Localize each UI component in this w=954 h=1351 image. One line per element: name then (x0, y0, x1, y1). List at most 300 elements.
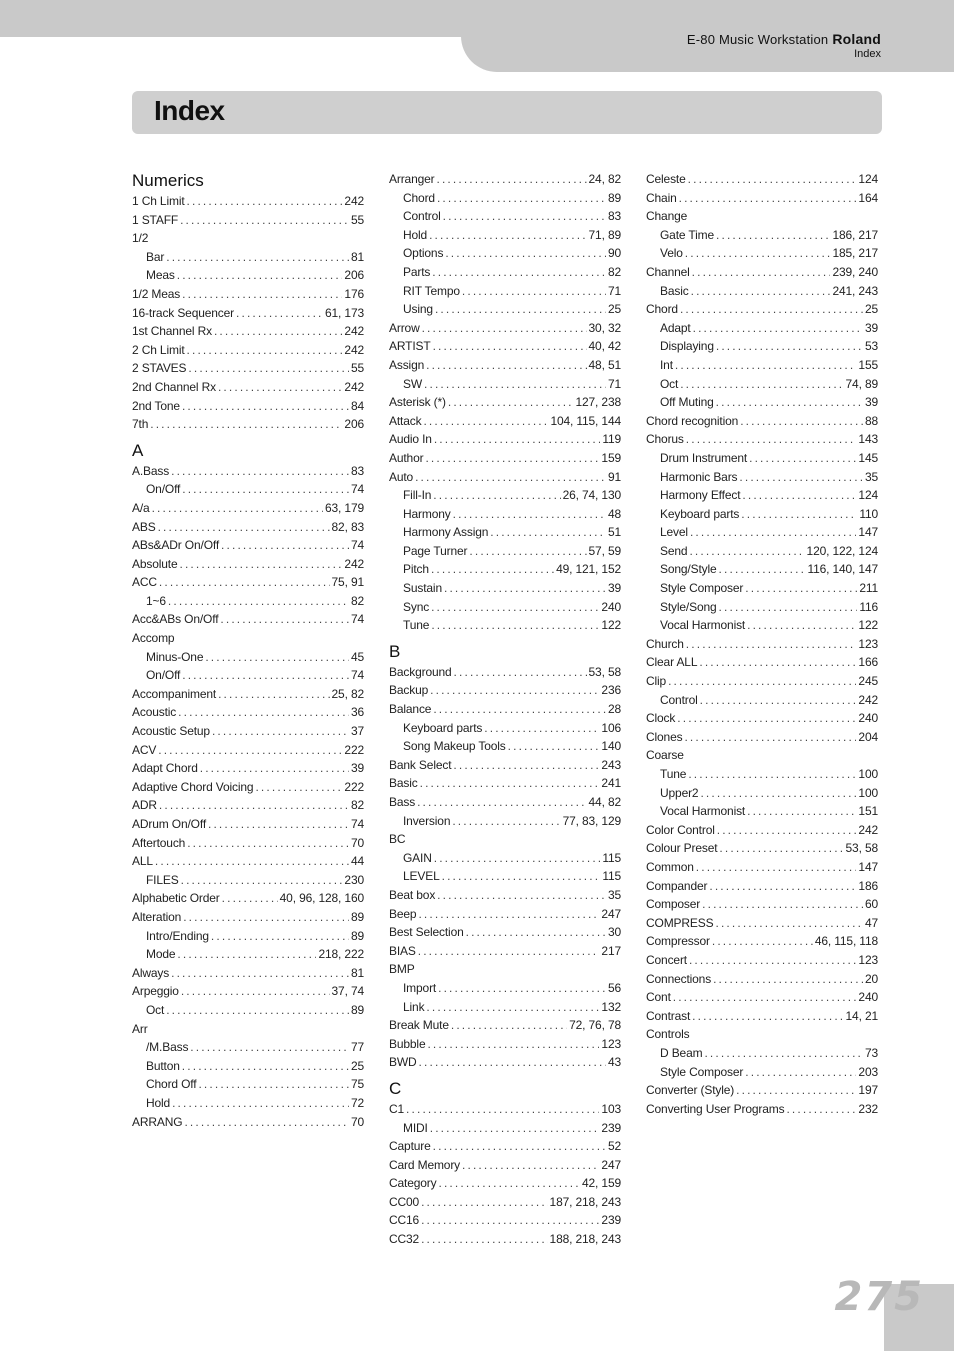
entry-term: Upper2 (660, 785, 699, 800)
entry-term: GAIN (403, 850, 432, 865)
entry-term: Capture (389, 1139, 431, 1154)
dot-leader (421, 1193, 547, 1212)
entry-pages: 186 (858, 878, 878, 893)
entry-pages: 42, 159 (582, 1176, 621, 1191)
entry-pages: 57, 59 (588, 543, 621, 558)
entry-pages: 236 (601, 683, 621, 698)
entry-pages: 222 (344, 779, 364, 794)
entry-pages: 82 (350, 798, 364, 813)
index-entry (132, 982, 364, 1001)
entry-term: MIDI (403, 1120, 428, 1135)
dot-leader (418, 942, 600, 961)
entry-pages: 88 (864, 413, 878, 428)
dot-leader (433, 337, 587, 356)
index-letter-heading: A (132, 440, 144, 460)
entry-term: Basic (389, 776, 418, 791)
dot-leader (716, 226, 830, 245)
index-entry (646, 970, 878, 989)
index-entry (132, 499, 364, 518)
dot-leader (462, 1156, 599, 1175)
dot-leader (433, 700, 606, 719)
entry-term: 1/2 (132, 231, 149, 246)
entry-term: 1 STAFF (132, 212, 179, 227)
entry-term: ADR (132, 798, 157, 813)
entry-term: Tune (660, 767, 687, 781)
entry-pages: 77, 83, 129 (562, 813, 621, 828)
index-entry (132, 462, 364, 481)
dot-leader (435, 300, 606, 319)
dot-leader (159, 573, 330, 592)
dot-leader (451, 1016, 567, 1035)
dot-leader (158, 741, 342, 760)
entry-term: Style Composer (660, 1064, 744, 1079)
entry-term: ABS (132, 519, 156, 534)
entry-pages: 242 (344, 556, 364, 571)
entry-term: Fill-In (403, 488, 432, 503)
dot-leader (786, 1100, 856, 1119)
entry-pages: 124 (858, 488, 878, 503)
index-entry (389, 793, 621, 812)
index-entry (132, 741, 364, 760)
entry-pages: 74 (350, 612, 364, 627)
index-subentry (132, 927, 364, 946)
page-title: Index (154, 95, 225, 126)
entry-term: Alteration (132, 909, 182, 924)
index-column-1 (132, 170, 364, 1131)
entry-pages: 39 (864, 320, 878, 335)
entry-term: Best Selection (389, 925, 464, 940)
entry-pages: 44 (350, 854, 364, 869)
entry-pages: 104, 115, 144 (550, 413, 621, 428)
entry-pages: 186, 217 (832, 227, 878, 242)
entry-term: 2 STAVES (132, 361, 187, 376)
index-subentry (389, 189, 621, 208)
entry-pages: 74, 89 (845, 376, 878, 391)
entry-term: 1/2 Meas (132, 286, 181, 301)
entry-pages: 122 (858, 618, 878, 633)
entry-term: Church (646, 636, 684, 651)
index-entry (132, 285, 364, 304)
entry-pages: 46, 115, 118 (814, 934, 878, 949)
dot-leader (434, 849, 601, 868)
entry-term: Meas (146, 268, 175, 283)
entry-term: Converter (Style) (646, 1083, 735, 1098)
dot-leader (425, 449, 599, 468)
dot-leader (166, 1001, 349, 1020)
index-entry (646, 170, 878, 189)
dot-leader (187, 192, 343, 211)
entry-term: Acc&ABs On/Off (132, 612, 219, 627)
entry-pages: 120, 122, 124 (806, 543, 878, 558)
dot-leader (433, 486, 560, 505)
index-entry (389, 830, 621, 849)
entry-term: Adaptive Chord Voicing (132, 779, 254, 794)
entry-term: Arpeggio (132, 984, 179, 999)
dot-leader (700, 784, 856, 803)
dot-leader (431, 616, 599, 635)
dot-leader (426, 998, 599, 1017)
entry-pages: 28 (607, 702, 621, 717)
entry-pages: 247 (601, 1157, 621, 1172)
index-subentry (389, 244, 621, 263)
entry-pages: 37 (350, 724, 364, 739)
entry-pages: 26, 74, 130 (562, 488, 621, 503)
index-entry (646, 988, 878, 1007)
dot-leader (668, 672, 856, 691)
index-entry (132, 378, 364, 397)
entry-pages: 242 (344, 324, 364, 339)
dot-leader (696, 858, 857, 877)
entry-pages: 123 (858, 952, 878, 967)
entry-term: Always (132, 965, 170, 980)
index-subentry (646, 337, 878, 356)
entry-term: Compressor (646, 934, 710, 949)
index-subentry (132, 1057, 364, 1076)
entry-term: Backup (389, 683, 429, 698)
dot-leader (716, 393, 863, 412)
index-subentry (646, 523, 878, 542)
index-subentry (132, 266, 364, 285)
entry-term: Clock (646, 711, 676, 726)
entry-pages: 53, 58 (845, 841, 878, 856)
entry-pages: 239, 240 (832, 264, 878, 279)
entry-pages: 81 (350, 249, 364, 264)
dot-leader (419, 1053, 606, 1072)
dot-leader (490, 523, 606, 542)
index-entry (389, 756, 621, 775)
entry-pages: 155 (858, 357, 878, 372)
index-subentry (132, 1001, 364, 1020)
index-subentry (389, 616, 621, 635)
entry-term: Absolute (132, 556, 178, 571)
dot-leader (424, 375, 606, 394)
dot-leader (679, 189, 857, 208)
index-entry (132, 555, 364, 574)
dot-leader (406, 1100, 599, 1119)
entry-pages: 40, 42 (588, 339, 621, 354)
entry-pages: 53, 58 (588, 664, 621, 679)
dot-leader (182, 1057, 349, 1076)
index-subentry (389, 542, 621, 561)
entry-pages: 185, 217 (832, 246, 878, 261)
entry-pages: 115 (602, 850, 621, 865)
entry-pages: 25 (864, 302, 878, 317)
index-entry (132, 908, 364, 927)
entry-term: Contrast (646, 1008, 691, 1023)
dot-leader (444, 579, 606, 598)
entry-pages: 35 (607, 887, 621, 902)
entry-pages: 70 (350, 835, 364, 850)
entry-term: Bar (146, 249, 165, 264)
entry-term: Bank Select (389, 757, 452, 772)
entry-term: /M.Bass (146, 1040, 189, 1055)
entry-pages: 89 (350, 1002, 364, 1017)
index-entry (132, 834, 364, 853)
entry-pages: 206 (344, 268, 364, 283)
dot-leader (184, 1113, 348, 1132)
index-entry (132, 759, 364, 778)
entry-term: Cont (646, 990, 671, 1005)
index-entry (389, 449, 621, 468)
entry-term: Color Control (646, 822, 715, 837)
entry-term: Options (403, 246, 444, 261)
entry-pages: 24, 82 (588, 172, 621, 186)
entry-term: Auto (389, 469, 414, 484)
index-subentry (132, 1075, 364, 1094)
index-entry (389, 886, 621, 905)
dot-leader (430, 1119, 600, 1138)
entry-term: Assign (389, 357, 425, 372)
entry-term: Oct (660, 376, 679, 391)
entry-term: BWD (389, 1055, 417, 1070)
dot-leader (187, 834, 349, 853)
entry-pages: 188, 218, 243 (549, 1232, 621, 1247)
entry-term: Celeste (646, 172, 686, 186)
dot-leader (747, 802, 856, 821)
entry-term: CC32 (389, 1232, 420, 1247)
index-subentry (646, 784, 878, 803)
entry-term: RIT Tempo (403, 283, 460, 298)
dot-leader (747, 616, 856, 635)
entry-pages: 232 (858, 1101, 878, 1116)
dot-leader (171, 964, 349, 983)
entry-term: Page Turner (403, 543, 468, 558)
entry-pages: 145 (858, 450, 878, 465)
entry-pages: 63, 179 (325, 500, 364, 515)
dot-leader (152, 499, 323, 518)
entry-term: Sustain (403, 581, 442, 596)
dot-leader (255, 778, 342, 797)
entry-term: ACV (132, 742, 157, 757)
entry-term: Chorus (646, 432, 684, 447)
entry-pages: 49, 121, 152 (556, 562, 621, 577)
entry-pages: 197 (858, 1083, 878, 1098)
index-subentry (646, 282, 878, 301)
dot-leader (690, 523, 856, 542)
entry-term: COMPRESS (646, 915, 714, 930)
index-subentry (132, 945, 364, 964)
dot-leader (182, 666, 349, 685)
dot-leader (448, 393, 574, 412)
dot-leader (685, 244, 831, 263)
entry-pages: 71 (607, 283, 621, 298)
dot-leader (692, 1007, 843, 1026)
dot-leader (181, 982, 330, 1001)
index-entry (389, 468, 621, 487)
index-entry (646, 839, 878, 858)
index-entry (646, 709, 878, 728)
entry-term: Arrow (389, 320, 420, 335)
entry-pages: 14, 21 (845, 1008, 878, 1023)
dot-leader (158, 518, 330, 537)
index-entry (389, 356, 621, 375)
entry-term: SW (403, 376, 423, 391)
index-subentry (389, 486, 621, 505)
dot-leader (686, 635, 857, 654)
entry-pages: 71 (607, 376, 621, 391)
entry-pages: 243 (601, 757, 621, 772)
dot-leader (180, 555, 343, 574)
entry-term: Intro/Ending (146, 928, 209, 943)
entry-term: Oct (146, 1002, 165, 1017)
entry-pages: 72, 76, 78 (569, 1018, 621, 1033)
index-entry (132, 685, 364, 704)
index-subentry (132, 1094, 364, 1113)
index-entry (132, 610, 364, 629)
dot-leader (422, 319, 587, 338)
entry-pages: 247 (601, 906, 621, 921)
dot-leader (453, 505, 606, 524)
index-entry (389, 430, 621, 449)
index-entry (132, 703, 364, 722)
entry-term: LEVEL (403, 869, 440, 884)
entry-term: 7th (132, 417, 149, 432)
entry-pages: 74 (350, 817, 364, 831)
entry-pages: 48 (607, 506, 621, 521)
entry-pages: 53 (864, 339, 878, 354)
entry-term: Hold (146, 1095, 171, 1110)
index-letter-heading: B (389, 641, 401, 661)
entry-term: Author (389, 450, 424, 465)
index-subentry (389, 719, 621, 738)
entry-pages: 242 (344, 379, 364, 394)
entry-pages: 123 (601, 1036, 621, 1051)
index-subentry (646, 226, 878, 245)
dot-leader (745, 1063, 856, 1082)
dot-leader (431, 560, 554, 579)
index-subentry (646, 802, 878, 821)
entry-term: Style Composer (660, 581, 744, 596)
entry-term: Change (646, 209, 688, 224)
entry-term: Card Memory (389, 1157, 461, 1172)
index-entry (389, 1156, 621, 1175)
index-entry (646, 430, 878, 449)
dot-leader (702, 895, 863, 914)
entry-pages: 75, 91 (331, 575, 364, 590)
entry-pages: 240 (858, 990, 878, 1005)
index-subentry (646, 319, 878, 338)
entry-term: Clip (646, 674, 667, 689)
entry-term: 1 Ch Limit (132, 194, 185, 208)
entry-term: Adapt (660, 320, 691, 335)
entry-pages: 90 (607, 246, 621, 261)
dot-leader (719, 839, 843, 858)
index-subentry (132, 1038, 364, 1057)
dot-leader (198, 1075, 348, 1094)
entry-pages: 83 (607, 209, 621, 224)
dot-leader (423, 412, 548, 431)
index-entry (646, 746, 878, 765)
entry-pages: 211 (859, 581, 878, 596)
entry-term: Control (403, 209, 441, 224)
entry-pages: 37, 74 (331, 984, 364, 999)
entry-pages: 55 (350, 361, 364, 376)
entry-pages: 70 (350, 1114, 364, 1129)
entry-pages: 89 (350, 909, 364, 924)
dot-leader (430, 681, 599, 700)
entry-term: 2nd Channel Rx (132, 379, 216, 394)
dot-leader (684, 728, 856, 747)
dot-leader (218, 378, 342, 397)
entry-pages: 100 (858, 785, 878, 800)
index-entry (646, 207, 878, 226)
entry-pages: 89 (350, 928, 364, 943)
entry-term: ACC (132, 575, 157, 590)
dot-leader (713, 970, 863, 989)
dot-leader (437, 189, 606, 208)
index-subentry (646, 486, 878, 505)
index-subentry (389, 579, 621, 598)
index-subentry (646, 375, 878, 394)
index-entry (389, 1193, 621, 1212)
dot-leader (188, 359, 349, 378)
entry-term: Keyboard parts (403, 720, 483, 735)
entry-term: Alphabetic Order (132, 891, 220, 906)
entry-term: Style/Song (660, 599, 717, 614)
dot-leader (178, 703, 349, 722)
dot-leader (181, 871, 343, 890)
entry-term: C1 (389, 1101, 405, 1116)
entry-pages: 187, 218, 243 (549, 1194, 621, 1209)
entry-pages: 242 (858, 692, 878, 707)
entry-pages: 222 (344, 742, 364, 757)
entry-term: Chord (646, 302, 678, 317)
entry-pages: 81 (350, 965, 364, 980)
dot-leader (741, 505, 857, 524)
index-entry (132, 796, 364, 815)
index-entry (646, 728, 878, 747)
entry-pages: 166 (858, 655, 878, 670)
dot-leader (686, 430, 857, 449)
entry-pages: 240 (858, 711, 878, 726)
entry-pages: 230 (344, 872, 364, 887)
index-entry (389, 1174, 621, 1193)
dot-leader (180, 211, 349, 230)
entry-term: Hold (403, 227, 428, 242)
entry-pages: 106 (601, 720, 621, 735)
index-entry (389, 319, 621, 338)
index-entry (389, 1137, 621, 1156)
entry-pages: 55 (350, 212, 364, 227)
entry-pages: 206 (344, 417, 364, 432)
index-subentry (646, 244, 878, 263)
entry-pages: 115 (602, 869, 621, 884)
index-subentry (389, 1119, 621, 1138)
index-entry (389, 393, 621, 412)
dot-leader (437, 886, 606, 905)
index-entry (132, 573, 364, 592)
entry-term: CC16 (389, 1213, 420, 1228)
entry-term: Arranger (389, 172, 435, 186)
dot-leader (159, 796, 349, 815)
index-subentry (646, 505, 878, 524)
dot-leader (745, 579, 857, 598)
entry-term: 2 Ch Limit (132, 342, 185, 357)
dot-leader (675, 356, 857, 375)
index-entry (389, 905, 621, 924)
entry-pages: 119 (602, 432, 621, 447)
entry-term: Asterisk (*) (389, 395, 446, 410)
dot-leader (739, 468, 863, 487)
dot-leader (680, 300, 863, 319)
dot-leader (182, 285, 342, 304)
entry-term: BC (389, 832, 406, 847)
entry-pages: 71, 89 (588, 227, 621, 242)
entry-pages: 110 (859, 506, 878, 521)
dot-leader (208, 815, 349, 834)
index-subentry (646, 765, 878, 784)
index-subentry (389, 263, 621, 282)
